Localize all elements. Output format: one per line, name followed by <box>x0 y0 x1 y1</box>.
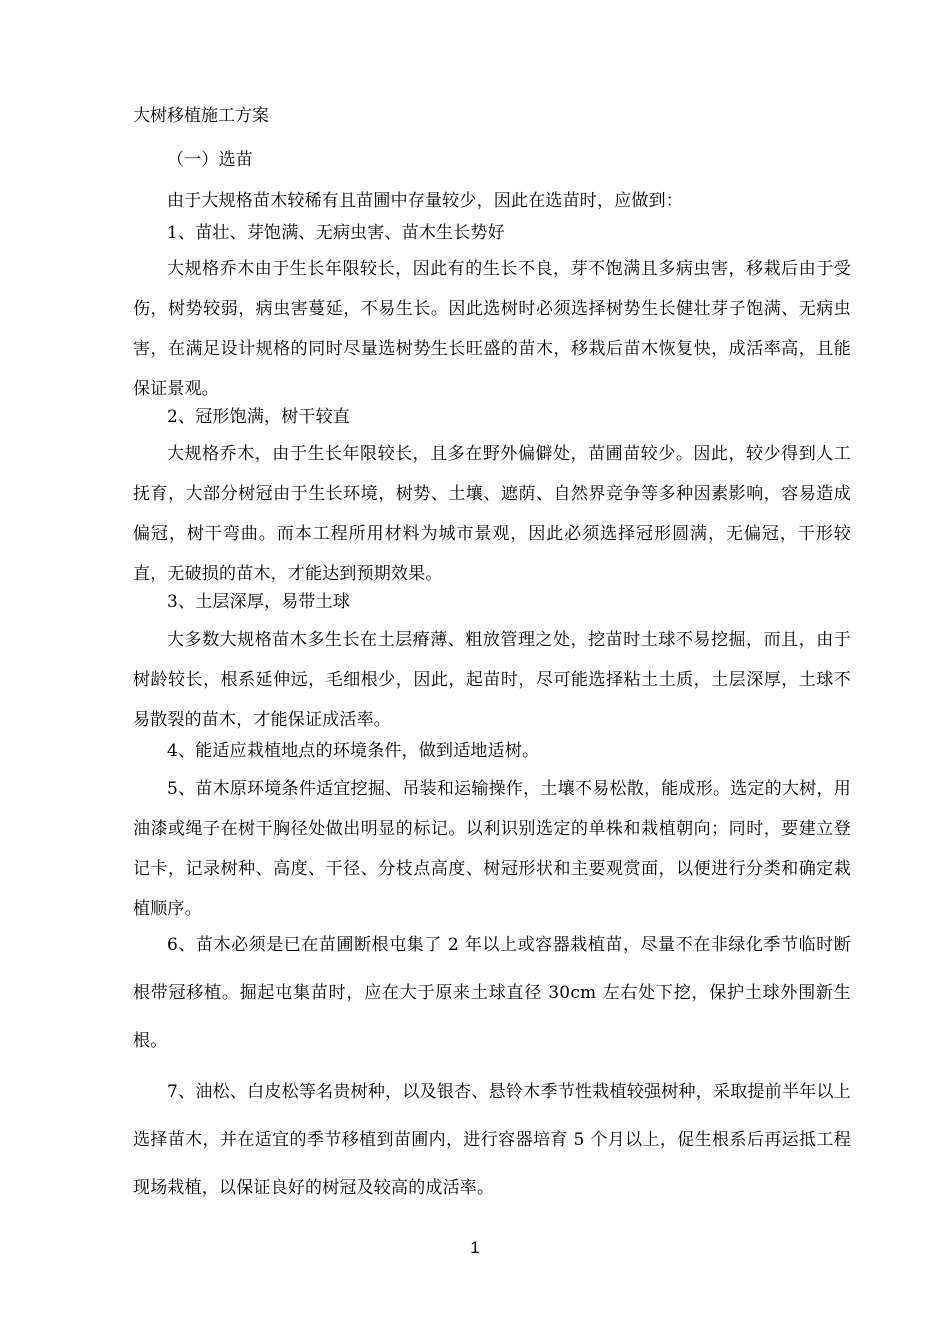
item-5-paragraph: 5、苗木原环境条件适宜挖掘、吊装和运输操作，土壤不易松散，能成形。选定的大树，用油漆或绳子在树干胸径处做出明显的标记。以利识别选定的单株和栽植朝向；同时，要建立登记卡，记录树种、高度、干径、分枝点高度、树冠形状和主要观赏面，以便进行分类和确定栽植顺序。 <box>133 779 851 919</box>
document-title: 大树移植施工方案 <box>133 106 269 126</box>
section-heading: （一）选苗 <box>167 150 253 170</box>
page-number: 1 <box>470 1238 480 1257</box>
item-7-paragraph: 7、油松、白皮松等名贵树种，以及银杏、悬铃木季节性栽植较强树种，采取提前半年以上选择苗木，并在适宜的季节移植到苗圃内，进行容器培育 5 个月以上，促生根系后再运抵工程现场栽植，以保证良好的树冠及较高的成活率。 <box>133 1082 851 1198</box>
item-3-body: 大多数大规格苗木多生长在土层瘠薄、粗放管理之处，挖苗时土球不易挖掘，而且，由于树龄较长，根系延伸远，毛细根少，因此，起苗时，尽可能选择粘土土质，土层深厚，土球不易散裂的苗木，才能保证成活率。 <box>133 630 851 730</box>
item-2-heading: 2、冠形饱满，树干较直 <box>167 407 351 427</box>
item-1-heading: 1、苗壮、芽饱满、无病虫害、苗木生长势好 <box>167 223 505 243</box>
item-1-body: 大规格乔木由于生长年限较长，因此有的生长不良，芽不饱满且多病虫害，移栽后由于受伤，树势较弱，病虫害蔓延，不易生长。因此选树时必须选择树势生长健壮芽子饱满、无病虫害，在满足设计规格的同时尽量选树势生长旺盛的苗木，移栽后苗木恢复快，成活率高，且能保证景观。 <box>133 259 851 399</box>
item-3-heading: 3、土层深厚，易带土球 <box>167 592 351 612</box>
item-2-body: 大规格乔木，由于生长年限较长，且多在野外偏僻处，苗圃苗较少。因此，较少得到人工抚育，大部分树冠由于生长环境，树势、土壤、遮荫、自然界竞争等多种因素影响，容易造成偏冠，树干弯曲。而本工程所用材料为城市景观，因此必须选择冠形圆满，无偏冠，干形较直，无破损的苗木，才能达到预期效果。 <box>133 444 851 584</box>
intro-paragraph: 由于大规格苗木较稀有且苗圃中存量较少，因此在选苗时，应做到： <box>167 191 683 211</box>
item-6-paragraph: 6、苗木必须是已在苗圃断根屯集了 2 年以上或容器栽植苗，尽量不在非绿化季节临时断根带冠移植。掘起屯集苗时，应在大于原来土球直径 30cm 左右处下挖，保护土球外围新生根。 <box>133 935 851 1051</box>
item-4-paragraph: 4、能适应栽植地点的环境条件，做到适地适树。 <box>167 741 540 761</box>
